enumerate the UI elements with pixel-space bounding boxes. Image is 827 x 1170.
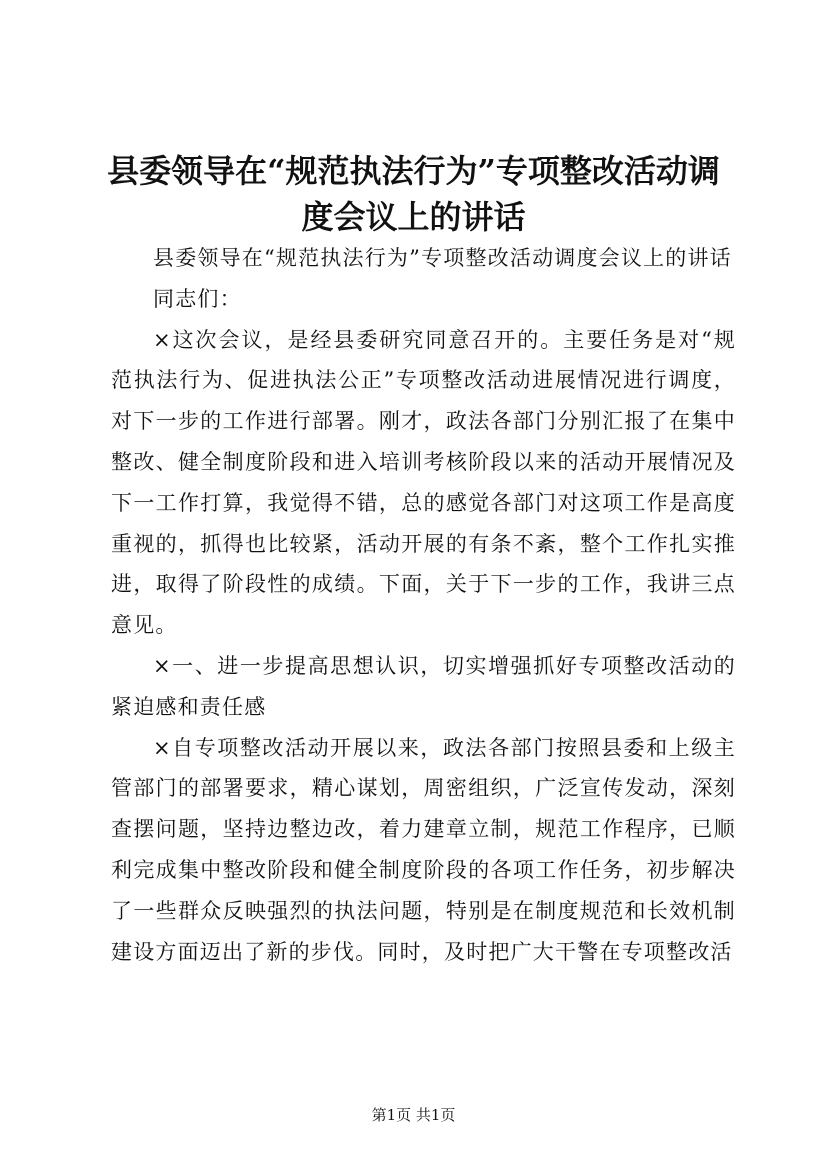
document-title: 县委领导在“规范执法行为”专项整改活动调度会议上的讲话 bbox=[107, 152, 720, 236]
page-footer: 第1页 共1页 bbox=[371, 1106, 456, 1124]
paragraph-intro: ×这次会议，是经县委研究同意召开的。主要任务是对“规范执法行为、促进执法公正”专项整改活动进展情况进行调度，对下一步的工作进行部署。刚才，政法各部门分别汇报了在集中整改、健全制度阶段和进入培训考核阶段以来的活动开展情况及下一工作打算，我觉得不错，总的感觉各部门对这项工作是高度重视的，抓得也比较紧，活动开展的有条不紊，整个工作扎实推进，取得了阶段性的成绩。下面，关于下一步的工作，我讲三点意见。 bbox=[111, 327, 736, 638]
paragraph-salutation: 同志们： bbox=[153, 286, 242, 311]
paragraph-section-one-body: ×自专项整改活动开展以来，政法各部门按照县委和上级主管部门的部署要求，精心谋划，周密组织，广泛宣传发动，深刻查摆问题，坚持边整边改，着力建章立制，规范工作程序，已顺利完成集中整改阶段和健全制度阶段的各项工作任务，初步解决了一些群众反映强烈的执法问题，特别是在制度规范和长效机制建设方面迈出了新的步伐。同时，及时把广大干警在专项整改活 bbox=[111, 735, 736, 964]
paragraph-heading-repeat: 县委领导在“规范执法行为”专项整改活动调度会议上的讲话 bbox=[153, 246, 732, 270]
document-body bbox=[111, 238, 736, 972]
paragraph-section-one-heading: ×一、进一步提高思想认识，切实增强抓好专项整改活动的紧迫感和责任感 bbox=[111, 653, 736, 719]
